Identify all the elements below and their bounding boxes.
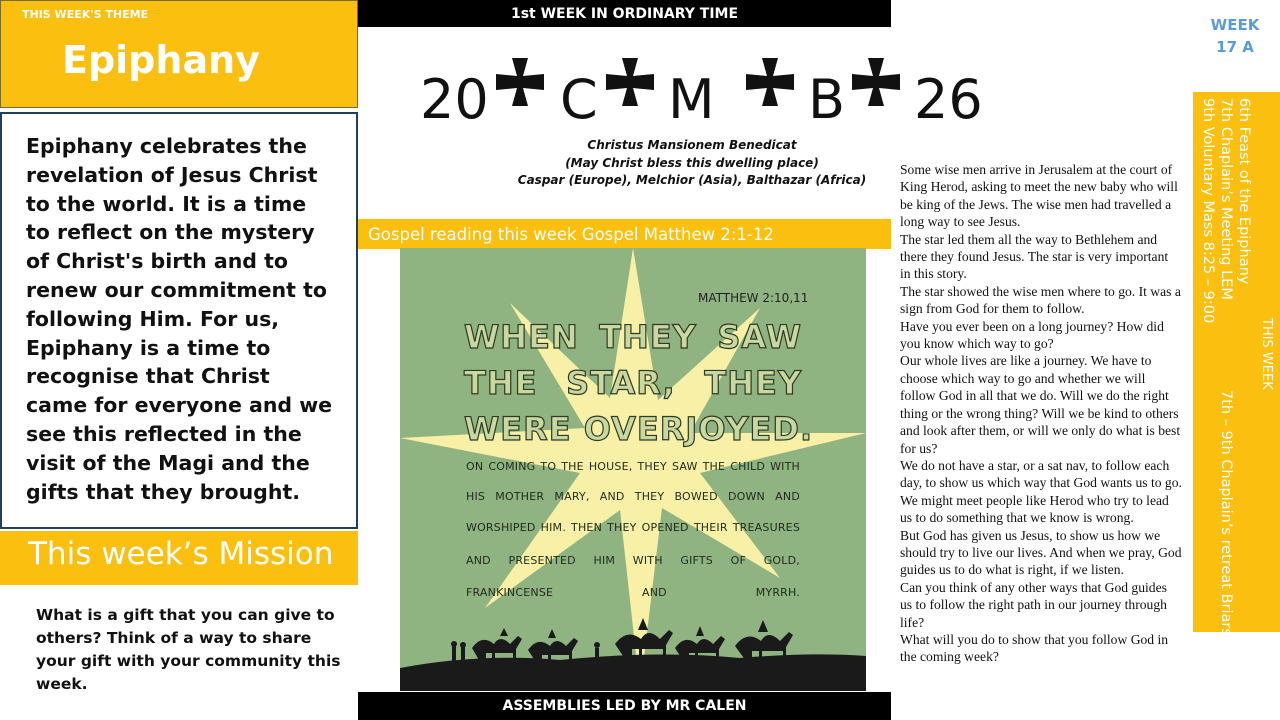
reflection-paragraph: Can you think of any other ways that God guides us to follow the right path in our journey through life?: [900, 579, 1167, 630]
chalk-letter-m: M: [668, 68, 715, 128]
week-banner: 1st WEEK IN ORDINARY TIME: [358, 0, 891, 27]
poster-verse-line: ON COMING TO THE HOUSE, THEY SAW THE CHILD WITH: [466, 460, 800, 473]
gospel-reflection: [900, 161, 1182, 666]
event-item: 6th Feast of the Epiphany: [1236, 98, 1252, 285]
chalk-letter-c: C: [560, 68, 598, 128]
blessing-latin: Christus Mansionem Benedicat: [587, 138, 797, 152]
theme-label: THIS WEEK'S THEME: [22, 8, 149, 21]
assembly-leader-banner: ASSEMBLIES LED BY MR CALEN: [358, 692, 891, 720]
poster-headline-line: WERE OVERJOYED.: [464, 410, 814, 448]
blessing-translation: (May Christ bless this dwelling place): [565, 155, 819, 170]
cross-pattee-icon: [606, 58, 654, 106]
chalk-year-start: 20: [420, 68, 489, 128]
events-heading: THIS WEEK: [1259, 318, 1274, 390]
ground-silhouette: [400, 654, 866, 691]
reflection-paragraph: We do not have a star, or a sat nav, to follow each day, to show us which way that God wants us to go. We might meet people like Herod who try to lead us to do something that we know is wrong.: [900, 457, 1182, 526]
reflection-paragraph: Some wise men arrive in Jerusalem at the court of King Herod, asking to meet the new baby who will be king of the Jews. The wise men had travelled a long way to see Jesus.: [900, 162, 1178, 230]
poster-headline-line: WHEN THEY SAW: [464, 318, 802, 356]
mission-text: What is a gift that you can give to others? Think of a way to share your gift with your community this week.: [36, 606, 341, 693]
theme-title: Epiphany: [62, 38, 260, 82]
event-item: 9th Voluntary Mass 8:25 – 9:00: [1200, 98, 1216, 324]
poster-verse-line: WORSHIPED HIM. THEN THEY OPENED THEIR TREASURES: [466, 521, 800, 534]
chalk-letter-b: B: [808, 68, 846, 128]
gospel-banner: Gospel reading this week Gospel Matthew 2:1-12: [358, 219, 891, 249]
epiphany-chalk-inscription: [420, 58, 990, 128]
reflection-paragraph: What will you do to show that you follow God in the coming week?: [900, 631, 1169, 665]
mission-title: This week’s Mission: [28, 536, 334, 572]
week-label: WEEK: [1210, 16, 1260, 34]
poster-verse-line: AND PRESENTED HIM WITH GIFTS OF GOLD,: [466, 554, 800, 567]
reflection-paragraph: Our whole lives are like a journey. We have to choose which way to go and whether we will follow God in all that we do. Will we do the right thing or the wrong thing? Will we be kind to others and look after them, or will we only do what is best for us?: [900, 353, 1181, 456]
cross-pattee-icon: [852, 58, 900, 106]
poster-scripture-reference: MATTHEW 2:10,11: [698, 291, 809, 305]
chalk-inscription-svg: [420, 58, 990, 128]
week-number: 17 A: [1216, 38, 1254, 56]
reflection-paragraph: But God has given us Jesus, to show us how we should try to live our lives. And when we pray, God guides us to do what is right, if we listen.: [900, 527, 1182, 578]
retreat-event: 7th – 9th Chaplain’s retreat Briars: [1218, 390, 1234, 636]
poster-verse-line: HIS MOTHER MARY, AND THEY BOWED DOWN AND: [466, 490, 800, 503]
chalk-year-end: 26: [914, 68, 983, 128]
description-text: Epiphany celebrates the revelation of Jesus Christ to the world. It is a time to reflect on the mystery of Christ's birth and to renew our commitment to following Him. For us, Epiphany is a time to recognise that Christ came for everyone and we see this reflected in the visit of the Magi and the gifts that they brought.: [26, 134, 333, 504]
week-indicator: [1200, 14, 1270, 58]
poster-verse-line: FRANKINCENSE AND MYRRH.: [466, 586, 800, 599]
magi-names: Caspar (Europe), Melchior (Asia), Balthazar (Africa): [517, 173, 867, 187]
event-item: 7th Chaplain’s Meeting LEM: [1218, 98, 1234, 300]
cross-pattee-icon: [496, 58, 544, 106]
reflection-paragraph: The star led them all the way to Bethlehem and there they found Jesus. The star is very important in this story.: [900, 231, 1169, 282]
description-box: [0, 112, 358, 529]
cross-pattee-icon: [746, 58, 794, 106]
reflection-paragraph: The star showed the wise men where to go. It was a sign from God for them to follow.: [900, 283, 1181, 317]
gospel-poster-image: [400, 248, 866, 691]
reflection-paragraph: Have you ever been on a long journey? How did you know which way to go?: [900, 318, 1164, 352]
poster-headline-line: THE STAR, THEY: [464, 364, 802, 402]
blessing-text: [512, 137, 872, 190]
